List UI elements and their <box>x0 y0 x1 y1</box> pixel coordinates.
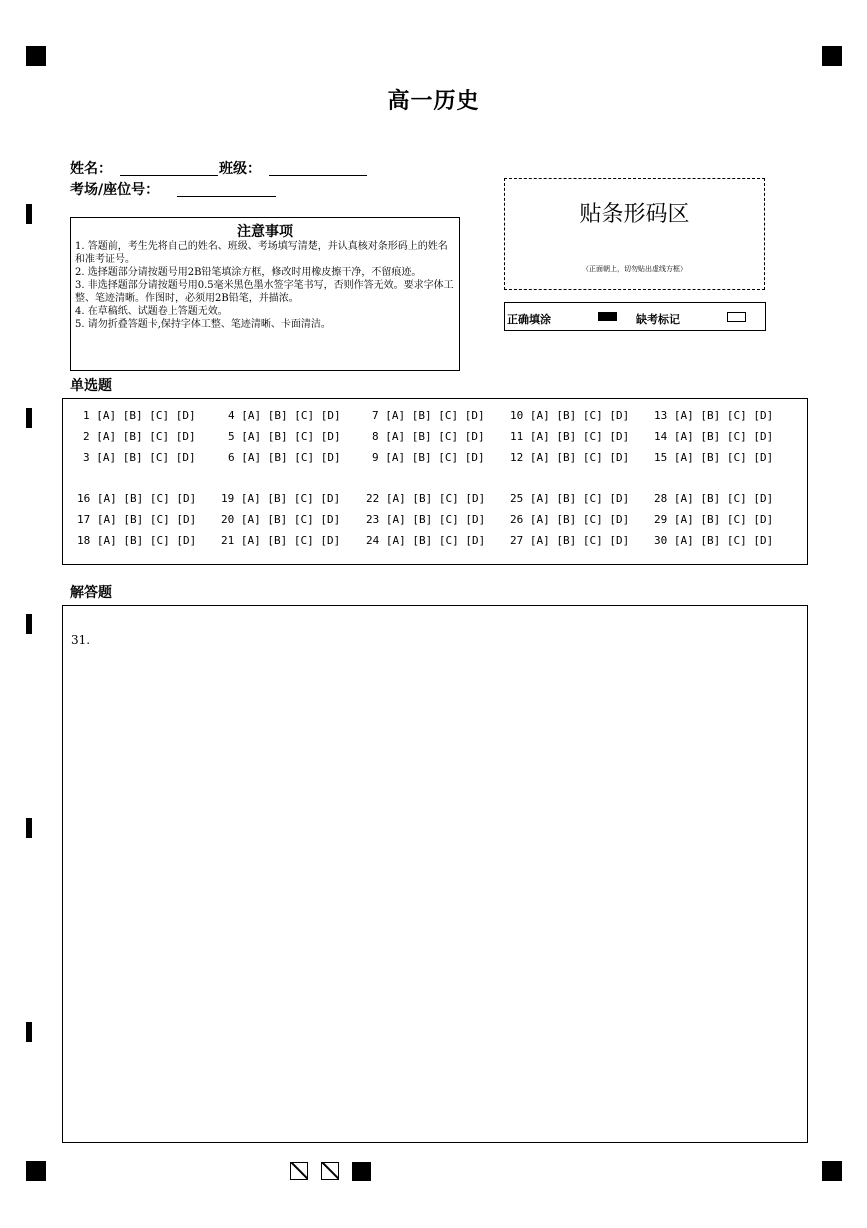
timing-mark <box>26 1022 32 1042</box>
mc-question[interactable]: 1 [A] [B] [C] [D] <box>83 409 196 422</box>
filled-box-icon <box>352 1162 371 1181</box>
fill-legend <box>504 302 766 331</box>
page-title: 高一历史 <box>387 89 480 114</box>
timing-mark <box>26 818 32 838</box>
mc-question[interactable]: 14 [A] [B] [C] [D] <box>654 430 774 443</box>
question-number: 31. <box>71 633 91 647</box>
mc-question[interactable]: 13 [A] [B] [C] [D] <box>654 409 774 422</box>
mc-question[interactable]: 8 [A] [B] [C] [D] <box>372 430 485 443</box>
correct-fill-label: 正确填涂 <box>507 313 551 326</box>
notice-list <box>71 240 459 331</box>
mc-question[interactable]: 15 [A] [B] [C] [D] <box>654 451 774 464</box>
notice-item: 5. 请勿折叠答题卡,保持字体工整、笔迹清晰、卡面清洁。 <box>75 319 331 330</box>
mc-question[interactable]: 5 [A] [B] [C] [D] <box>228 430 341 443</box>
barcode-instruction: （正面朝上，切勿贴出虚线方框） <box>582 265 687 273</box>
corner-mark-top-left <box>26 46 46 66</box>
timing-mark <box>26 408 32 428</box>
name-label: 姓名： <box>70 161 112 177</box>
answer-section-label: 解答题 <box>70 585 112 601</box>
notice-title: 注意事项 <box>237 224 293 240</box>
mc-question[interactable]: 11 [A] [B] [C] [D] <box>510 430 630 443</box>
timing-mark <box>26 614 32 634</box>
mc-question[interactable]: 27 [A] [B] [C] [D] <box>510 534 630 547</box>
mc-question[interactable]: 19 [A] [B] [C] [D] <box>221 492 341 505</box>
mc-question[interactable]: 21 [A] [B] [C] [D] <box>221 534 341 547</box>
mc-question[interactable]: 7 [A] [B] [C] [D] <box>372 409 485 422</box>
notice-item: 2. 选择题部分请按题号用2B铅笔填涂方框，修改时用橡皮擦干净，不留痕迹。 <box>75 267 422 278</box>
mc-question[interactable]: 25 [A] [B] [C] [D] <box>510 492 630 505</box>
notice-item: 4. 在草稿纸、试题卷上答题无效。 <box>75 306 228 317</box>
mc-answer-box <box>62 398 808 565</box>
notice-item: 1. 答题前，考生先将自己的姓名、班级、考场填写清楚，并认真核对条形码上的姓名和准考证号。 <box>75 241 448 265</box>
mc-question[interactable]: 23 [A] [B] [C] [D] <box>366 513 486 526</box>
answer-area[interactable] <box>62 605 808 1143</box>
mc-section-label: 单选题 <box>70 378 112 394</box>
corner-mark-bottom-left <box>26 1161 46 1181</box>
mc-question[interactable]: 18 [A] [B] [C] [D] <box>77 534 197 547</box>
mc-question[interactable]: 30 [A] [B] [C] [D] <box>654 534 774 547</box>
barcode-title: 贴条形码区 <box>579 202 690 227</box>
filled-box-icon <box>598 312 617 321</box>
absent-mark-label: 缺考标记 <box>636 313 680 326</box>
mc-question[interactable]: 12 [A] [B] [C] [D] <box>510 451 630 464</box>
timing-mark <box>26 204 32 224</box>
barcode-area <box>504 178 765 290</box>
notice-box <box>70 217 460 371</box>
mc-question[interactable]: 16 [A] [B] [C] [D] <box>77 492 197 505</box>
mc-question[interactable]: 17 [A] [B] [C] [D] <box>77 513 197 526</box>
crossed-box-icon <box>321 1162 339 1180</box>
mc-question[interactable]: 28 [A] [B] [C] [D] <box>654 492 774 505</box>
mc-question[interactable]: 24 [A] [B] [C] [D] <box>366 534 486 547</box>
class-label: 班级： <box>219 161 261 177</box>
absent-mark-box[interactable] <box>727 312 746 322</box>
mc-question[interactable]: 4 [A] [B] [C] [D] <box>228 409 341 422</box>
mc-question[interactable]: 22 [A] [B] [C] [D] <box>366 492 486 505</box>
room-seat-field[interactable] <box>177 196 276 197</box>
room-seat-label: 考场/座位号： <box>70 182 160 198</box>
mc-question[interactable]: 6 [A] [B] [C] [D] <box>228 451 341 464</box>
mc-question[interactable]: 26 [A] [B] [C] [D] <box>510 513 630 526</box>
class-field[interactable] <box>269 175 367 176</box>
mc-question[interactable]: 20 [A] [B] [C] [D] <box>221 513 341 526</box>
mc-question[interactable]: 2 [A] [B] [C] [D] <box>83 430 196 443</box>
mc-question[interactable]: 29 [A] [B] [C] [D] <box>654 513 774 526</box>
mc-question[interactable]: 10 [A] [B] [C] [D] <box>510 409 630 422</box>
mc-question[interactable]: 9 [A] [B] [C] [D] <box>372 451 485 464</box>
crossed-box-icon <box>290 1162 308 1180</box>
notice-item: 3. 非选择题部分请按题号用0.5毫米黑色墨水签字笔书写，否则作答无效。要求字体工整、笔迹清晰。作图时，必须用2B铅笔，并描浓。 <box>75 280 454 304</box>
name-field[interactable] <box>120 175 218 176</box>
mc-question[interactable]: 3 [A] [B] [C] [D] <box>83 451 196 464</box>
corner-mark-top-right <box>822 46 842 66</box>
corner-mark-bottom-right <box>822 1161 842 1181</box>
